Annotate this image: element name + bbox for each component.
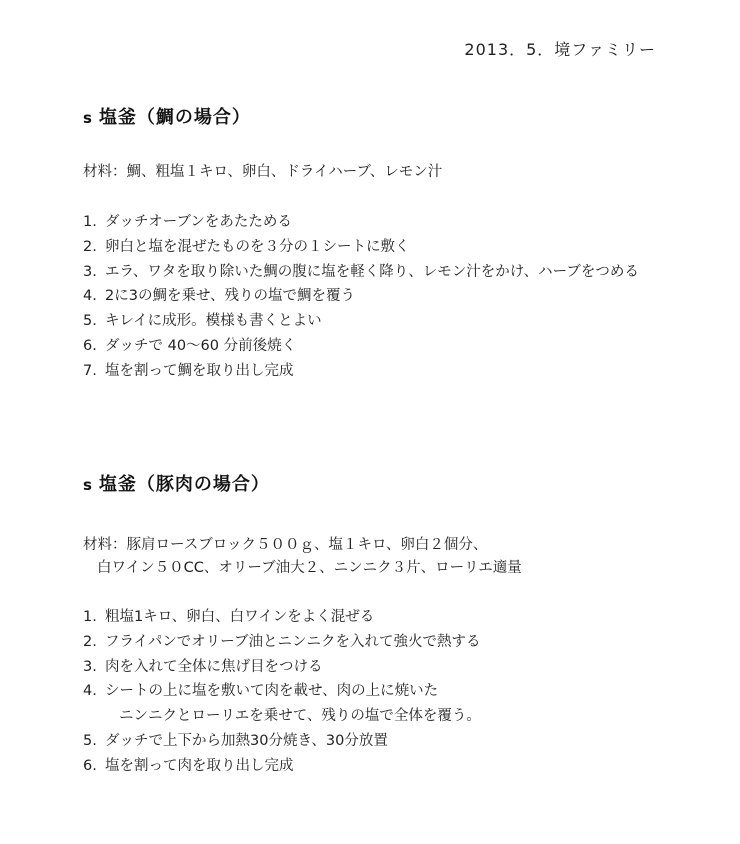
step-text: ダッチオーブンをあたためる	[105, 214, 292, 230]
materials-tai	[83, 161, 442, 184]
date-author: 2013．5．境ファミリー	[464, 40, 656, 59]
step-item	[83, 334, 639, 359]
step-text-continuation: ニンニクとローリエを乗せて、残りの塩で全体を覆う。	[119, 708, 481, 725]
step-text: ダッチで 40〜60 分前後焼く	[105, 337, 297, 354]
step-text: 塩を割って鯛を取り出し完成	[105, 362, 294, 379]
step-item	[83, 679, 481, 729]
step-text: 2に3の鯛を乗せ、残りの塩で鯛を覆う	[105, 288, 356, 305]
step-text: フライパンでオリーブ油とニンニクを入れて強火で熱する	[105, 633, 481, 650]
step-number: 2.	[83, 633, 97, 650]
step-text: エラ、ワタを取り除いた鯛の腹に塩を軽く降り、レモン汁をかけ、ハーブをつめる	[105, 263, 639, 280]
steps-list-tai	[83, 210, 639, 384]
steps-list-pork	[83, 605, 481, 779]
step-item	[83, 210, 639, 235]
step-number: 5.	[83, 732, 97, 749]
section-title-text: 塩釜（豚肉の場合）	[98, 474, 270, 495]
step-text: 粗塩1キロ、卵白、白ワインをよく混ぜる	[105, 609, 375, 625]
step-number: 2.	[83, 238, 97, 255]
step-item	[83, 729, 481, 754]
step-number: 4.	[83, 683, 97, 700]
step-text: ダッチで上下から加熱30分焼き、30分放置	[105, 732, 388, 749]
step-item	[83, 235, 639, 260]
step-number: 6.	[83, 337, 97, 354]
section-title-text: 塩釜（鯛の場合）	[98, 107, 251, 128]
step-text: キレイに成形。模様も書くとよい	[105, 313, 322, 330]
step-text: 肉を入れて全体に焦げ目をつける	[105, 658, 323, 675]
step-number: 1.	[83, 214, 97, 230]
step-item	[83, 359, 639, 384]
step-text: 卵白と塩を混ぜたものを３分の１シートに敷く	[105, 238, 410, 255]
step-number: 3.	[83, 263, 97, 280]
step-number: 4.	[83, 288, 97, 305]
step-number: 3.	[83, 658, 97, 675]
step-item	[83, 754, 481, 779]
step-text: 塩を割って肉を取り出し完成	[105, 757, 294, 774]
materials-line: 材料：豚肩ロースブロック５００ｇ、塩１キロ、卵白２個分、	[83, 537, 488, 553]
step-number: 6.	[83, 757, 97, 774]
step-item	[83, 655, 481, 680]
step-item	[83, 260, 639, 285]
section-mark: s	[83, 109, 93, 127]
materials-line: 白ワイン５０CC、オリーブ油大２、ニンニク３片、ローリエ適量	[97, 560, 522, 576]
step-number: 7.	[83, 362, 97, 379]
step-item	[83, 284, 639, 309]
section-mark: s	[83, 476, 93, 494]
step-number: 5.	[83, 313, 97, 330]
section-title-pork	[83, 470, 270, 496]
step-number: 1.	[83, 609, 97, 625]
step-text: シートの上に塩を敷いて肉を載せ、肉の上に焼いた	[105, 683, 439, 700]
materials-line: 材料：鯛、粗塩１キロ、卵白、ドライハーブ、レモン汁	[83, 164, 443, 180]
step-item	[83, 605, 481, 630]
step-item	[83, 309, 639, 334]
materials-pork	[83, 534, 522, 580]
section-title-tai	[83, 103, 251, 129]
step-item	[83, 630, 481, 655]
